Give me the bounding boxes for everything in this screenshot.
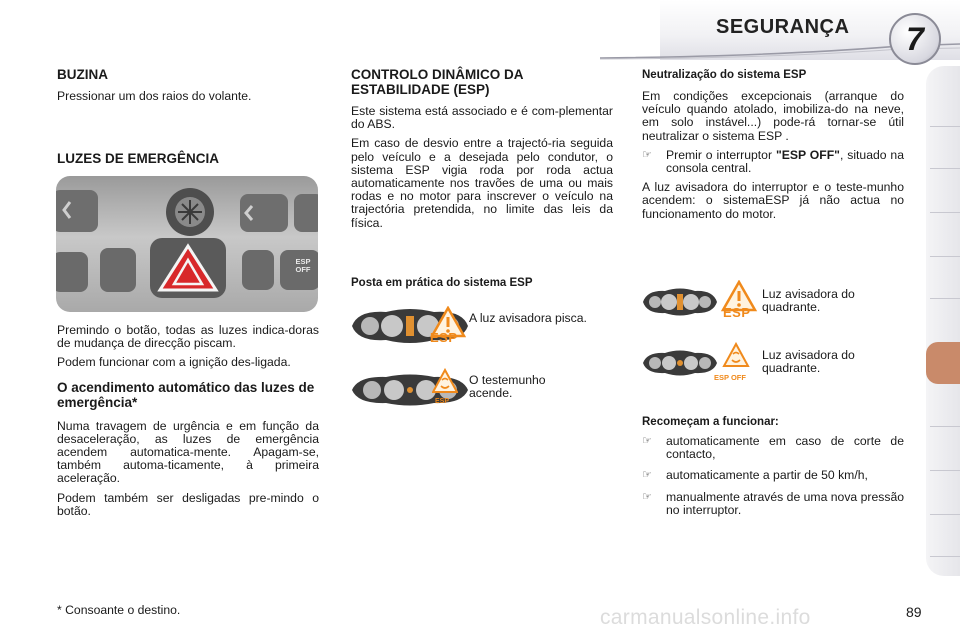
instrument-cluster-icon [641, 348, 719, 378]
caption-luz-avisadora-2 [762, 349, 892, 375]
tab-divider [930, 556, 960, 557]
section-luzes-body [57, 324, 319, 518]
caption-text: A luz avisadora pisca. [469, 311, 587, 325]
section-luzes-title [57, 151, 319, 166]
neutral-paragraph-1: Em condições excepcionais (arranque do veículo quando atolado, imobiliza-do na neve, em solo instável...) pode-rá tornar-se útil neutralizar o sistema ESP . [642, 89, 904, 143]
tab-divider [930, 514, 960, 515]
section-title-buzina: BUZINA [57, 67, 108, 82]
footnote: * Consoante o destino. [57, 603, 181, 617]
bullet-text: manualmente através de uma nova pressão no interruptor. [666, 489, 904, 517]
esp-off-button-label: "ESP OFF" [775, 147, 840, 162]
page-number: 89 [906, 604, 922, 620]
finger-point-icon: ☞ [642, 435, 652, 447]
tab-divider [930, 470, 960, 471]
tab-divider [930, 426, 960, 427]
section-neutralizacao [642, 68, 904, 221]
list-item [642, 469, 904, 482]
caption-testemunho-acende [469, 374, 589, 400]
list-item [642, 149, 904, 175]
hazard-switch-photo [56, 176, 318, 312]
caption-text: O testemunho acende. [469, 373, 546, 401]
neutral-paragraph-2: A luz avisadora do interruptor e o teste-munho acendem: o sistemaESP já não actua no funcionamento do motor. [642, 180, 904, 221]
finger-point-icon: ☞ [642, 469, 652, 482]
section-title-luzes: LUZES DE EMERGÊNCIA [57, 151, 220, 166]
esp-warning-label: ESP [723, 305, 751, 320]
section-title-esp: CONTROLO DINÂMICO DA ESTABILIDADE (ESP) [351, 67, 523, 97]
esp-skid-icon [722, 342, 750, 372]
section-recomecam [642, 415, 904, 517]
esp-small-label: ESP [435, 398, 450, 405]
caption-luz-avisadora-pisca [469, 312, 589, 325]
luzes-paragraph-1: Premindo o botão, todas as luzes indica-doras de mudança de direcção piscam. [57, 323, 319, 351]
caption-text: Luz avisadora do quadrante. [762, 287, 855, 315]
tab-divider [930, 212, 960, 213]
esp-off-switch-label: ESP OFF [295, 257, 311, 274]
finger-point-icon: ☞ [642, 148, 652, 161]
page-title: SEGURANÇA [716, 16, 850, 38]
chapter-badge: 7 [889, 13, 941, 65]
tab-divider [930, 126, 960, 127]
esp-skid-icon [432, 368, 458, 398]
section-buzina [57, 67, 319, 103]
bullet-text: , situado na consola central. [666, 147, 904, 176]
auto-paragraph-2: Podem também ser desligadas pre-mindo o botão. [57, 490, 319, 518]
section-title-auto: O acendimento automático das luzes de emergência* [57, 379, 315, 410]
bullet-text: Premir o interruptor [666, 147, 776, 162]
auto-paragraph-1: Numa travagem de urgência e em função da desaceleração, as luzes de emergência acendem automatica-mente. Apagam-se, também automa-ticamente, à primeira aceleração. [57, 418, 319, 486]
esp-warning-label: ESP [430, 330, 458, 345]
esp-off-small-label: ESP OFF [714, 373, 746, 382]
esp-paragraph-1: Este sistema está associado e é com-plementar do ABS. [351, 104, 613, 132]
caption-luz-avisadora-1 [762, 288, 892, 314]
bullet-text: automaticamente a partir de 50 km/h, [666, 468, 868, 483]
bullet-text: automaticamente em caso de corte de contacto, [666, 434, 904, 462]
chapter-tab-strip [926, 66, 960, 576]
section-title-posta: Posta em prática do sistema ESP [351, 277, 533, 289]
posta-heading [351, 276, 613, 290]
watermark: carmanualsonline.info [600, 606, 811, 629]
chapter-tab-active[interactable] [926, 342, 960, 384]
tab-divider [930, 298, 960, 299]
section-esp [351, 67, 613, 230]
tab-divider [930, 256, 960, 257]
list-item [642, 491, 904, 517]
esp-paragraph-2: Em caso de desvio entre a trajectó-ria seguida pelo veículo e a desejada pelo condutor, o sistema ESP vigia roda por roda actua automaticamente nos travões de uma ou mais rodas e no motor para inscrever o veículo na trajectória pretendida, no limite das leis da física. [351, 136, 613, 230]
list-item [642, 435, 904, 461]
instrument-cluster-icon [641, 286, 719, 318]
buzina-text: Pressionar um dos raios do volante. [57, 89, 252, 103]
caption-text: Luz avisadora do quadrante. [762, 348, 855, 376]
finger-point-icon: ☞ [642, 490, 652, 503]
luzes-paragraph-2: Podem funcionar com a ignição des-ligada. [57, 355, 291, 370]
section-title-neutralizacao: Neutralização do sistema ESP [642, 69, 807, 81]
tab-divider [930, 168, 960, 169]
section-title-recomecam: Recomeçam a funcionar: [642, 416, 779, 428]
